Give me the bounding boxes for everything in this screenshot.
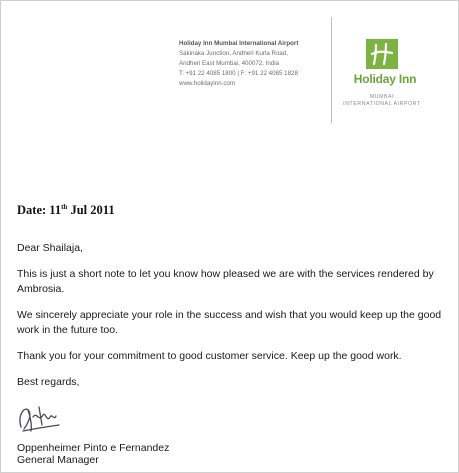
paragraph-1: This is just a short note to let you know how pleased we are with the services rendered by Ambrosia. bbox=[17, 268, 434, 295]
address-line-1: Sakinaka Junction, Andheri Kurla Road, bbox=[179, 50, 289, 57]
letterhead-divider bbox=[331, 17, 332, 123]
letter-body bbox=[17, 241, 447, 390]
date-rest: Jul 2011 bbox=[67, 203, 115, 218]
website: www.holidayinn.com bbox=[179, 80, 236, 87]
handwritten-signature bbox=[15, 401, 65, 440]
signer-block bbox=[17, 442, 169, 466]
paragraph-2: We sincerely appreciate your role in the success and wish that you would keep up the good work in the future too. bbox=[17, 309, 442, 336]
phone-fax: T: +91 22 4085 1800 | F: +91 22 4085 1828 bbox=[179, 70, 298, 77]
signer-name: Oppenheimer Pinto e Fernandez bbox=[17, 442, 170, 454]
date-ordinal: th bbox=[61, 203, 68, 211]
brand-name: Holiday Inn bbox=[353, 72, 417, 86]
letter-date bbox=[17, 203, 115, 218]
date-prefix: Date: 11 bbox=[17, 203, 62, 218]
brand-subtitle bbox=[339, 94, 425, 108]
holiday-inn-logo-icon bbox=[366, 39, 398, 69]
closing: Best regards, bbox=[17, 376, 80, 388]
address-line-2: Andheri East Mumbai, 400072, India bbox=[179, 60, 280, 67]
salutation: Dear Shailaja, bbox=[17, 242, 83, 254]
paragraph-3: Thank you for your commitment to good customer service. Keep up the good work. bbox=[17, 350, 402, 362]
hotel-name: Holiday Inn Mumbai International Airport bbox=[179, 40, 299, 47]
brand-sub-location: INTERNATIONAL AIRPORT bbox=[343, 101, 421, 107]
signer-title: General Manager bbox=[17, 454, 99, 466]
letterhead-address bbox=[179, 39, 329, 89]
brand-sub-city: MUMBAI bbox=[369, 94, 395, 100]
